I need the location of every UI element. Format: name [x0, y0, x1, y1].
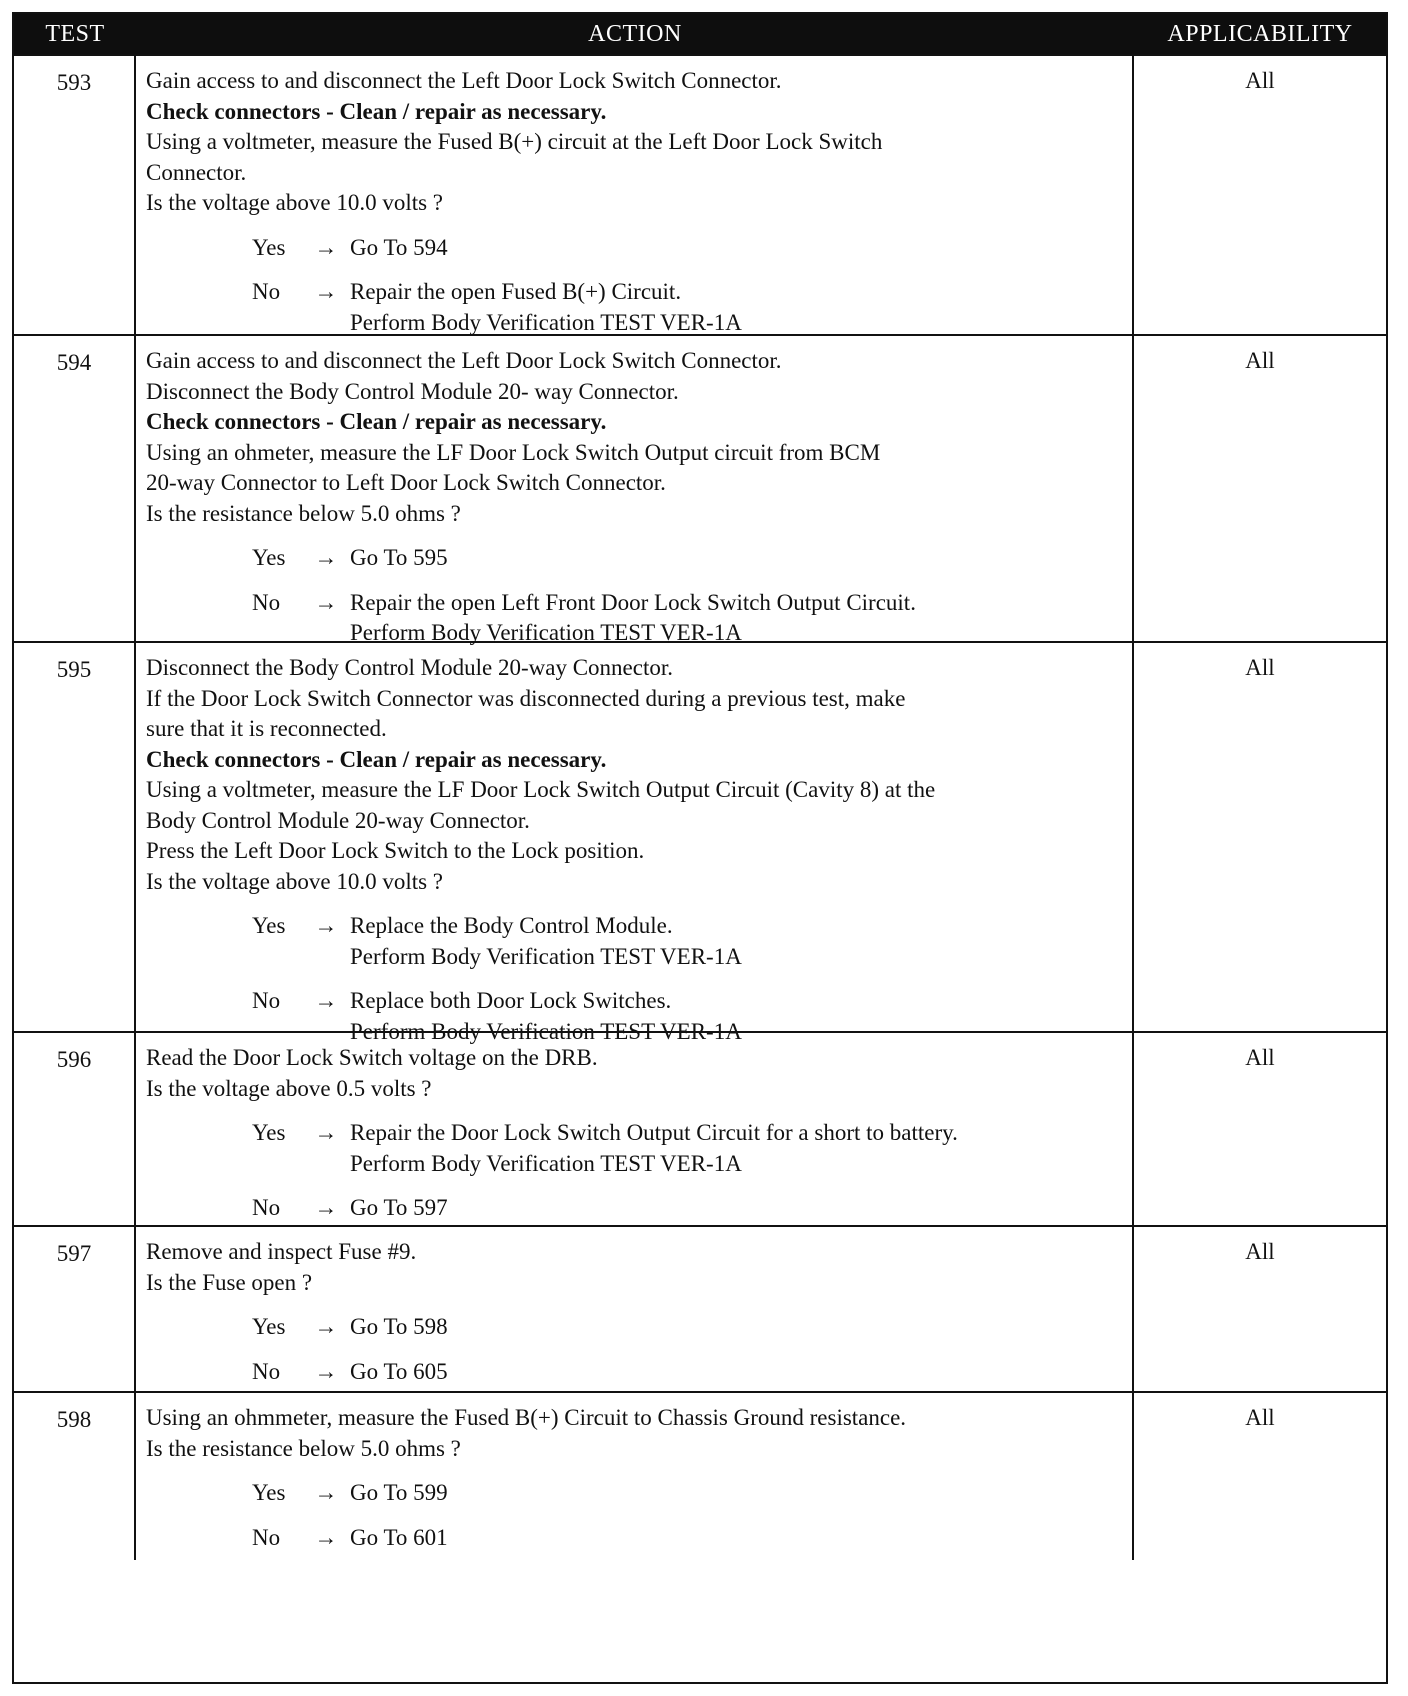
answers — [146, 911, 1122, 1047]
table-row — [14, 641, 1386, 1044]
action-line: 20-way Connector to Left Door Lock Switch Connector. — [146, 470, 666, 495]
action-line: Is the voltage above 0.5 volts ? — [146, 1075, 432, 1101]
answer-yes — [252, 233, 1122, 264]
answers — [146, 1118, 1122, 1224]
answer-yes — [252, 1478, 1122, 1509]
answers — [146, 233, 1122, 339]
arrow-right-icon: → — [314, 589, 338, 615]
applicability-value: All — [1245, 68, 1275, 93]
action-line: Is the voltage above 10.0 volts ? — [146, 868, 444, 894]
arrow-right-icon: → — [314, 279, 338, 304]
answer-label: No — [252, 1195, 281, 1220]
answer-yes — [252, 911, 1122, 972]
answer-result-line: Perform Body Verification TEST VER-1A — [350, 943, 742, 969]
answer-label: No — [252, 589, 281, 615]
arrow-right-icon: → — [314, 234, 338, 260]
answer-no — [252, 1523, 1122, 1554]
table-row — [14, 1031, 1386, 1225]
arrow-right-icon: → — [314, 1314, 338, 1339]
arrow-right-icon: → — [314, 988, 338, 1013]
applicability-value: All — [1245, 655, 1275, 680]
answer-result-line: Go To 601 — [350, 1524, 448, 1550]
applicability-value: All — [1245, 1405, 1275, 1430]
applicability-value: All — [1245, 1239, 1275, 1264]
answer-result-line: Go To 595 — [350, 545, 448, 570]
answer-label: No — [252, 1524, 281, 1550]
answer-result-line: Go To 598 — [350, 1314, 448, 1339]
applicability-value: All — [1245, 1045, 1275, 1070]
answers — [146, 1478, 1122, 1553]
table-row — [14, 334, 1386, 645]
answer-no — [252, 1357, 1122, 1388]
action-line: Disconnect the Body Control Module 20- way Connector. — [146, 378, 679, 404]
answer-yes — [252, 1118, 1122, 1179]
answer-result-line: Go To 597 — [350, 1195, 448, 1220]
answer-yes — [252, 543, 1122, 574]
answer-result-line: Perform Body Verification TEST VER-1A — [350, 1018, 742, 1044]
answer-result — [350, 277, 1122, 338]
action-line: Is the Fuse open ? — [146, 1269, 313, 1295]
arrow-right-icon: → — [314, 1480, 338, 1505]
answer-result-line: Replace both Door Lock Switches. — [350, 988, 672, 1013]
answers — [146, 543, 1122, 649]
arrow-right-icon: → — [314, 1358, 338, 1384]
action-cell — [136, 1393, 1134, 1560]
test-number: 598 — [14, 1393, 136, 1560]
arrow-right-icon: → — [314, 1120, 338, 1145]
answer-label: Yes — [252, 1480, 286, 1505]
answer-result-line: Go To 599 — [350, 1480, 448, 1505]
answer-result — [350, 543, 1122, 574]
arrow-right-icon: → — [314, 1195, 338, 1220]
answer-label: Yes — [252, 1120, 286, 1145]
action-cell — [136, 56, 1134, 334]
action-line: Using an ohmmeter, measure the Fused B(+) Circuit to Chassis Ground resistance. — [146, 1405, 907, 1430]
action-line: Connector. — [146, 159, 247, 185]
answer-result — [350, 233, 1122, 264]
answer-label: Yes — [252, 234, 286, 260]
table-row — [14, 1225, 1386, 1391]
arrow-right-icon: → — [314, 545, 338, 570]
applicability-value: All — [1245, 348, 1275, 373]
answer-no — [252, 588, 1122, 649]
header-applicability: APPLICABILITY — [1167, 20, 1353, 47]
table-row — [14, 1391, 1386, 1560]
table-header — [14, 14, 1386, 54]
action-line: Is the resistance below 5.0 ohms ? — [146, 1435, 461, 1461]
answer-result — [350, 911, 1122, 972]
check-connectors-note: Check connectors - Clean / repair as necessary. — [146, 746, 607, 772]
answer-yes — [252, 1312, 1122, 1343]
action-line: Press the Left Door Lock Switch to the Lock position. — [146, 838, 645, 863]
test-number: 595 — [14, 643, 136, 1031]
check-connectors-note: Check connectors - Clean / repair as necessary. — [146, 98, 607, 124]
action-cell — [136, 643, 1134, 1044]
answer-no — [252, 277, 1122, 338]
action-cell — [136, 1227, 1134, 1391]
action-line: Using a voltmeter, measure the Fused B(+) circuit at the Left Door Lock Switch — [146, 129, 883, 154]
action-line: Body Control Module 20-way Connector. — [146, 807, 530, 833]
answer-result-line: Perform Body Verification TEST VER-1A — [350, 309, 742, 335]
answer-result — [350, 1478, 1122, 1509]
action-cell — [136, 1033, 1134, 1225]
answer-result — [350, 1357, 1122, 1388]
action-line: Disconnect the Body Control Module 20-way Connector. — [146, 655, 674, 680]
answer-result-line: Replace the Body Control Module. — [350, 913, 673, 938]
header-test: TEST — [45, 20, 105, 47]
answer-result-line: Perform Body Verification TEST VER-1A — [350, 1150, 742, 1176]
answer-label: Yes — [252, 545, 286, 570]
answer-no — [252, 1193, 1122, 1224]
action-line: sure that it is reconnected. — [146, 716, 387, 741]
action-line: Is the voltage above 10.0 volts ? — [146, 190, 444, 215]
check-connectors-note: Check connectors - Clean / repair as necessary. — [146, 409, 607, 434]
table-body — [14, 54, 1386, 1560]
answer-result — [350, 1118, 1122, 1179]
answer-result — [350, 1312, 1122, 1343]
action-line: If the Door Lock Switch Connector was disconnected during a previous test, make — [146, 685, 906, 711]
arrow-right-icon: → — [314, 913, 338, 938]
action-line: Using an ohmeter, measure the LF Door Lock Switch Output circuit from BCM — [146, 439, 881, 465]
test-number: 593 — [14, 56, 136, 334]
answer-result — [350, 1523, 1122, 1554]
answer-result-line: Repair the open Fused B(+) Circuit. — [350, 279, 682, 304]
answer-label: No — [252, 988, 281, 1013]
answer-result-line: Go To 605 — [350, 1358, 448, 1384]
answer-label: No — [252, 1358, 281, 1384]
diagnostic-test-table — [12, 12, 1388, 1684]
header-action: ACTION — [588, 20, 682, 47]
answer-label: Yes — [252, 1314, 286, 1339]
answer-result — [350, 1193, 1122, 1224]
action-line: Remove and inspect Fuse #9. — [146, 1239, 417, 1264]
action-line: Using a voltmeter, measure the LF Door Lock Switch Output Circuit (Cavity 8) at the — [146, 777, 936, 802]
answers — [146, 1312, 1122, 1387]
answer-result-line: Perform Body Verification TEST VER-1A — [350, 620, 742, 645]
table-row — [14, 54, 1386, 334]
action-line: Is the resistance below 5.0 ohms ? — [146, 500, 461, 526]
action-line: Gain access to and disconnect the Left Door Lock Switch Connector. — [146, 348, 782, 373]
action-line: Read the Door Lock Switch voltage on the DRB. — [146, 1045, 598, 1070]
answer-result-line: Repair the open Left Front Door Lock Switch Output Circuit. — [350, 589, 916, 615]
test-number: 596 — [14, 1033, 136, 1225]
answer-label: No — [252, 279, 281, 304]
answer-result — [350, 588, 1122, 649]
arrow-right-icon: → — [314, 1524, 338, 1550]
action-line: Gain access to and disconnect the Left Door Lock Switch Connector. — [146, 68, 782, 93]
test-number: 597 — [14, 1227, 136, 1391]
answer-result-line: Go To 594 — [350, 234, 448, 260]
answer-result-line: Repair the Door Lock Switch Output Circuit for a short to battery. — [350, 1120, 958, 1145]
test-number: 594 — [14, 336, 136, 641]
answer-label: Yes — [252, 913, 286, 938]
action-cell — [136, 336, 1134, 645]
